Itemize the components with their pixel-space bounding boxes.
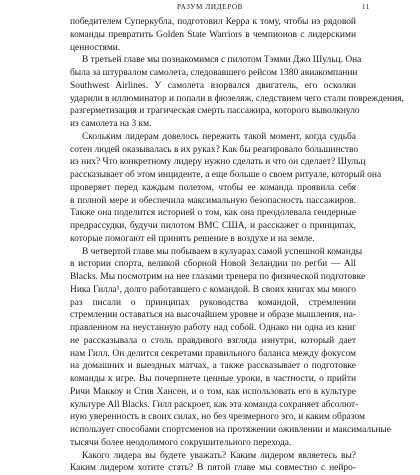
text-line: предрассудки, будучи пилотом ВМС США, и расскажет о принципах, [70, 221, 356, 231]
text-line: раз писали о принципах руководства командой, стремлении [70, 297, 356, 308]
text-line: из них? Что конкретному лидеру нужно сделать и что он сделает? Шульц [70, 157, 366, 168]
text-line: победителем Суперкубла, подготовил Керра к тому, чтобы из рядовой [70, 17, 356, 27]
text-line: ударили в иллюминатор и попали в фюзеляж, следствием чего стали повреждения, [70, 93, 404, 104]
text-line: была за штурвалом самолета, следовавшего рейсом 1380 авиакомпании [70, 68, 358, 78]
text-line: сотен людей оказывалась в их руках? Как бы реагировало большинство [70, 144, 359, 155]
text-line: правленном на неустанную работу над собой. Однако ни одна из книг [70, 323, 356, 333]
text-line: из самолета на 3 км. [70, 119, 152, 129]
text-line: в полной мере и обеспечила максимальную безопасность пассажиров. [70, 195, 356, 206]
text-line: В четвертой главе мы побываем в кулуарах самой успешной команды [82, 246, 363, 257]
text-line: Также она поделится историей о том, как она преодолевала гендерные [70, 208, 356, 219]
text-line: использует способами спортсменов на протяжении оживлении и максимальные [70, 425, 391, 435]
text-line: ную уверенность в своих силах, но без чрезмерного эго, и каким образом [70, 412, 365, 423]
text-line: рассказывает об этом инциденте, а еще больше о своем ритуале, который она [70, 170, 382, 180]
text-line: Ника Гилла¹, долго работавшего с командой. В своих книгах мы много [70, 284, 356, 295]
text-line: ценностями. [70, 42, 121, 53]
text-line: не рассказывала о столь правдивого взгляда изнутри, который дает [70, 335, 356, 346]
text-line: тысячи более неодолимого сокрушительного перехода. [70, 437, 292, 448]
running-header [50, 3, 370, 13]
text-line: стремлении оставаться на высочайшем уровне и образе мышления, на- [70, 310, 357, 321]
text-line: Скольким лидерам довелось пережить такой момент, когда судьба [82, 131, 356, 142]
text-line: Каким лидером хотите стать? В пятой главе мы совместно с нейро- [70, 463, 356, 474]
text-line: Southwest Airlines. У самолета взорвался двигатель, его осколки [70, 80, 356, 91]
text-line: культуре All Blacks. Гилл раскроет, как эта команда сохраняет абсолют- [70, 399, 359, 410]
text-line: Blacks. Мы посмотрим на нее глазами тренера по физической подготовке [70, 272, 366, 282]
text-line: Какого лидера вы будете уважать? Каким лидером являетесь вы? [82, 450, 356, 461]
page-number: 11 [361, 3, 370, 11]
text-line: проверяет перед каждым полетом, чтобы ее команда проявила себя [70, 182, 356, 193]
text-line: разгерметизация и трагическая смерть пассажира, которого выволкнуло [70, 106, 360, 117]
text-line: команды превратить Golden State Warriors в чемпионов с лидерскими [70, 29, 356, 40]
text-line: которые помогают ей принять решение в воздухе и на земле. [70, 233, 315, 244]
text-line: команды к игре. Вы почерпнете ценные уроки, в частности, о прийти [70, 374, 356, 384]
text-line: В третьей главе мы познакомимся с пилотом Тэмми Джо Шульц. Она [82, 55, 362, 66]
body-text [70, 16, 404, 475]
text-line: на домашних и выездных матчах, а также рассказывает о подготовке [70, 361, 356, 372]
text-line: Ричи Маккоу и Стив Хансен, и о том, как использовать его в культуре [70, 386, 356, 397]
text-line: нам Гилл. Он делится секретами правильного баланса между фокусом [70, 348, 356, 359]
text-line: в истории спорта, великой сборной Новой Зеландии по регби — All [70, 259, 356, 270]
running-title: РАЗУМ ЛИДЕРОВ [176, 3, 243, 11]
